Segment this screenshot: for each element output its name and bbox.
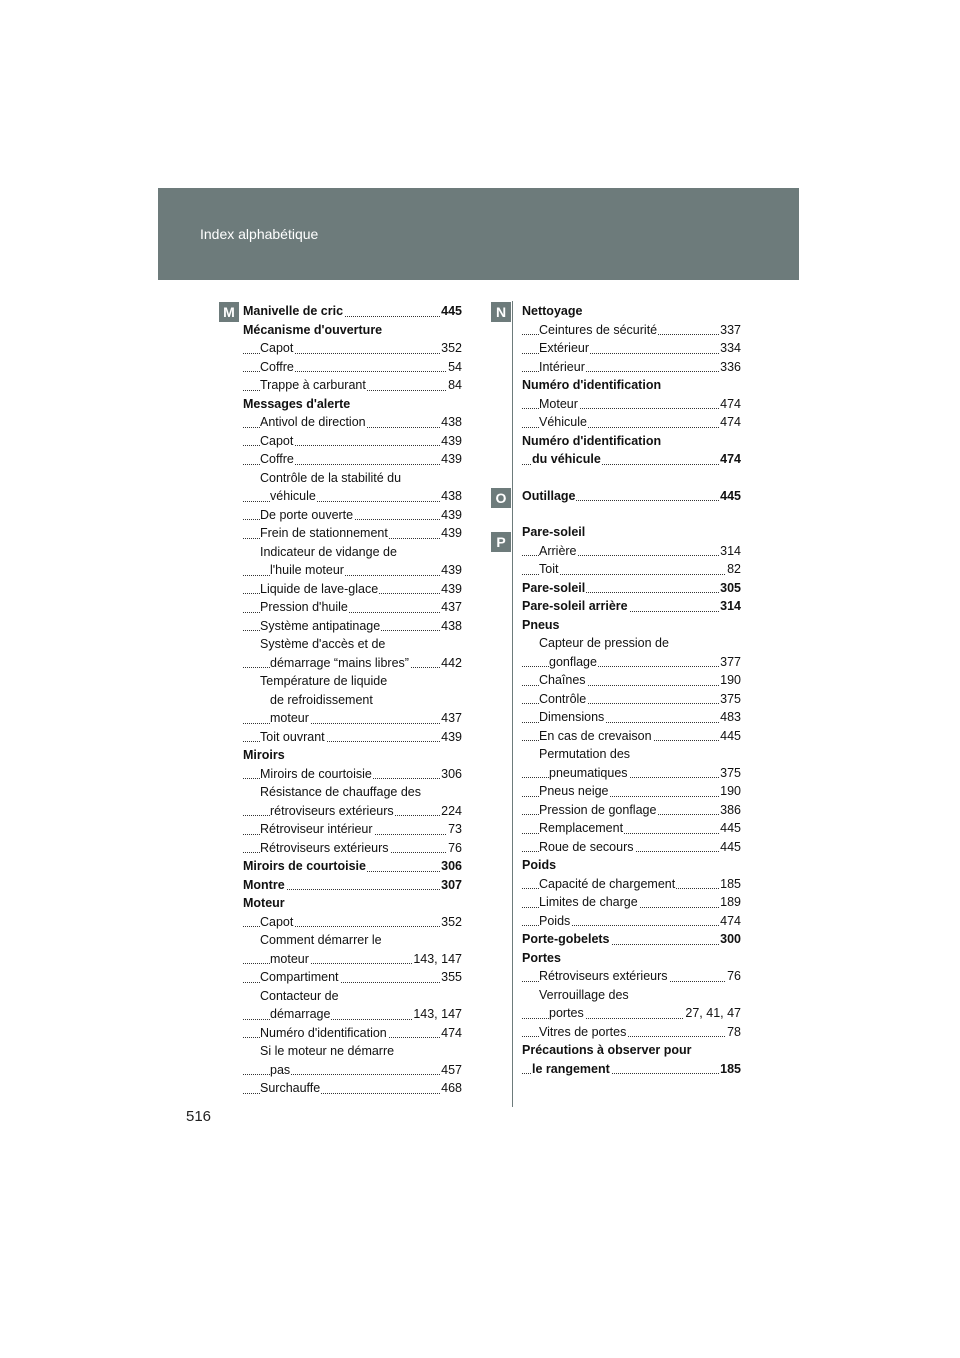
index-entry-page: 224 bbox=[440, 802, 462, 821]
index-entry bbox=[522, 856, 741, 875]
index-entry-page: 305 bbox=[719, 579, 741, 598]
index-entry-label: Système d'accès et de bbox=[260, 637, 386, 651]
index-entry bbox=[243, 358, 462, 377]
index-entry-label: Précautions à observer pour bbox=[522, 1043, 692, 1057]
index-entry-page: 445 bbox=[719, 487, 741, 506]
index-entry-page: 76 bbox=[447, 839, 462, 858]
index-entry bbox=[243, 1042, 462, 1061]
index-entry bbox=[243, 524, 462, 543]
index-entry-label: Pare-soleil bbox=[522, 580, 586, 595]
index-entry-page: 76 bbox=[726, 967, 741, 986]
index-entry-label: Pneus neige bbox=[539, 784, 609, 798]
index-entry bbox=[522, 875, 741, 894]
index-entry-label: Pneus bbox=[522, 617, 560, 632]
index-entry-label: Roue de secours bbox=[539, 839, 634, 854]
index-entry-page: 445 bbox=[719, 819, 741, 838]
index-entry-page: 439 bbox=[440, 432, 462, 451]
index-entry-label: démarrage “mains libres” bbox=[270, 655, 409, 670]
index-entry-label: Porte-gobelets bbox=[522, 932, 610, 946]
index-entry-page: 352 bbox=[440, 913, 462, 932]
index-entry bbox=[243, 598, 462, 617]
index-entry-label: En cas de crevaison bbox=[539, 728, 652, 743]
index-entry bbox=[522, 542, 741, 561]
index-entry bbox=[243, 543, 462, 562]
section-title: Index alphabétique bbox=[200, 226, 319, 242]
index-entry bbox=[243, 376, 462, 395]
index-entry-page: 82 bbox=[726, 560, 741, 579]
index-entry bbox=[243, 635, 462, 654]
index-entry-label: De porte ouverte bbox=[260, 507, 354, 522]
index-entry bbox=[522, 560, 741, 579]
index-entry-page: 306 bbox=[440, 765, 462, 784]
index-entry bbox=[243, 432, 462, 451]
index-entry bbox=[243, 1061, 462, 1080]
index-entry-page: 474 bbox=[719, 395, 741, 414]
index-entry-page: 337 bbox=[719, 321, 741, 340]
index-entry-label: Extérieur bbox=[539, 341, 590, 355]
index-entry-page: 189 bbox=[719, 893, 741, 912]
index-entry bbox=[522, 1041, 741, 1060]
index-entry-label: Résistance de chauffage des bbox=[260, 785, 421, 799]
index-entry-page: 78 bbox=[726, 1023, 741, 1042]
index-entry-page: 185 bbox=[719, 1060, 741, 1079]
index-entry-page: 439 bbox=[440, 728, 462, 747]
index-entry-label: Permutation des bbox=[539, 747, 631, 761]
index-entry-page: 377 bbox=[719, 653, 741, 672]
index-entry-page: 143, 147 bbox=[412, 1005, 462, 1024]
index-entry-page: 375 bbox=[719, 764, 741, 783]
index-entry bbox=[522, 1060, 741, 1079]
index-entry-label: Pression d'huile bbox=[260, 600, 348, 614]
index-entry-label: Pare-soleil arrière bbox=[522, 599, 628, 613]
index-column-left bbox=[243, 302, 462, 1098]
column-divider bbox=[512, 301, 513, 1107]
index-entry bbox=[522, 395, 741, 414]
index-entry-page: 457 bbox=[440, 1061, 462, 1080]
index-entry-label: Liquide de lave-glace bbox=[260, 581, 379, 596]
index-entry-label: Pression de gonflage bbox=[539, 802, 657, 817]
index-entry-label: Capteur de pression de bbox=[539, 636, 669, 650]
index-entry-page: 375 bbox=[719, 690, 741, 709]
index-entry-page: 439 bbox=[440, 450, 462, 469]
index-entry-label: Surchauffe bbox=[260, 1081, 321, 1095]
section-header-bar bbox=[158, 188, 799, 280]
index-entry bbox=[243, 1024, 462, 1043]
index-entry bbox=[243, 839, 462, 858]
index-entry-label: Si le moteur ne démarre bbox=[260, 1044, 395, 1058]
index-entry-page: 445 bbox=[440, 302, 462, 321]
index-entry-page: 445 bbox=[719, 727, 741, 746]
index-entry-label: rétroviseurs extérieurs bbox=[270, 803, 394, 818]
index-entry-label: l'huile moteur bbox=[270, 563, 344, 577]
index-entry-page: 468 bbox=[440, 1079, 462, 1098]
index-entry bbox=[243, 802, 462, 821]
index-entry-label: Dimensions bbox=[539, 710, 605, 724]
index-entry-label: Numéro d'identification bbox=[260, 1025, 387, 1040]
index-entry-page: 306 bbox=[440, 857, 462, 876]
index-entry bbox=[522, 764, 741, 783]
index-entry-label: Capacité de chargement bbox=[539, 876, 676, 891]
index-entry bbox=[243, 654, 462, 673]
index-entry-label: Capot bbox=[260, 433, 294, 448]
index-entry bbox=[522, 912, 741, 931]
letter-marker-o: O bbox=[491, 488, 511, 508]
index-entry-page: 386 bbox=[719, 801, 741, 820]
index-entry bbox=[243, 395, 462, 414]
index-entry bbox=[243, 931, 462, 950]
index-entry-page: 84 bbox=[447, 376, 462, 395]
index-entry-label: Moteur bbox=[539, 396, 578, 411]
index-entry bbox=[522, 653, 741, 672]
index-entry-label: Montre bbox=[243, 877, 285, 892]
index-entry bbox=[243, 820, 462, 839]
index-entry-label: Arrière bbox=[539, 543, 577, 558]
index-column-right bbox=[522, 302, 741, 1078]
index-entry-label: Moteur bbox=[243, 896, 285, 910]
index-entry-label: démarrage bbox=[270, 1007, 331, 1021]
index-entry-page: 314 bbox=[719, 597, 741, 616]
index-entry-label: Trappe à carburant bbox=[260, 378, 366, 392]
index-entry bbox=[243, 450, 462, 469]
index-entry bbox=[243, 617, 462, 636]
index-entry-label: Verrouillage des bbox=[539, 987, 629, 1002]
index-entry bbox=[522, 634, 741, 653]
index-entry bbox=[243, 894, 462, 913]
index-entry-page: 483 bbox=[719, 708, 741, 727]
index-entry bbox=[243, 487, 462, 506]
index-entry bbox=[243, 1005, 462, 1024]
index-entry-label: Outillage bbox=[522, 488, 576, 503]
index-entry-label: Frein de stationnement bbox=[260, 526, 388, 540]
index-entry-label: Manivelle de cric bbox=[243, 304, 344, 318]
index-entry-page: 185 bbox=[719, 875, 741, 894]
index-entry-label: Comment démarrer le bbox=[260, 933, 382, 947]
index-entry-label: pas bbox=[270, 1062, 291, 1077]
index-entry bbox=[243, 506, 462, 525]
index-entry bbox=[243, 1079, 462, 1098]
index-entry bbox=[522, 690, 741, 709]
index-entry bbox=[522, 949, 741, 968]
index-entry-page: 314 bbox=[719, 542, 741, 561]
index-entry-label: Toit bbox=[539, 562, 559, 576]
index-entry-label: Miroirs de courtoisie bbox=[260, 766, 372, 781]
letter-marker-p: P bbox=[491, 532, 511, 552]
index-entry-page: 352 bbox=[440, 339, 462, 358]
index-entry bbox=[522, 1023, 741, 1042]
index-entry bbox=[522, 838, 741, 857]
index-entry bbox=[243, 672, 462, 691]
index-entry-page: 438 bbox=[440, 487, 462, 506]
index-entry-page: 439 bbox=[440, 524, 462, 543]
index-entry bbox=[522, 671, 741, 690]
index-entry bbox=[522, 819, 741, 838]
index-entry bbox=[243, 913, 462, 932]
index-entry-label: Pare-soleil bbox=[522, 525, 586, 539]
index-entry-page: 143, 147 bbox=[412, 950, 462, 969]
index-entry-label: Système antipatinage bbox=[260, 618, 381, 633]
index-entry-page: 474 bbox=[719, 413, 741, 432]
index-entry bbox=[243, 987, 462, 1006]
index-entry bbox=[522, 450, 741, 469]
index-entry-label: Remplacement bbox=[539, 821, 624, 835]
index-entry-label: Capot bbox=[260, 341, 294, 355]
index-entry-label: Intérieur bbox=[539, 359, 585, 374]
index-entry-label: Miroirs bbox=[243, 748, 285, 762]
index-entry-label: moteur bbox=[270, 711, 309, 725]
index-entry-label: Miroirs de courtoisie bbox=[243, 859, 366, 873]
index-entry bbox=[522, 413, 741, 432]
index-entry-label: Poids bbox=[522, 858, 557, 872]
index-entry-page: 474 bbox=[719, 912, 741, 931]
index-entry-page: 355 bbox=[440, 968, 462, 987]
index-entry bbox=[243, 765, 462, 784]
index-entry-label: Nettoyage bbox=[522, 304, 583, 318]
index-entry-label: Rétroviseur intérieur bbox=[260, 822, 373, 836]
index-entry-label: Limites de charge bbox=[539, 895, 638, 909]
index-entry-label: Contacteur de bbox=[260, 988, 339, 1003]
index-entry-label: Vitres de portes bbox=[539, 1024, 627, 1039]
index-entry-page: 439 bbox=[440, 561, 462, 580]
index-entry-label: pneumatiques bbox=[549, 765, 628, 780]
index-entry-page: 474 bbox=[719, 450, 741, 469]
index-entry-page: 190 bbox=[719, 671, 741, 690]
index-entry-label: Messages d'alerte bbox=[243, 396, 351, 411]
index-entry bbox=[522, 321, 741, 340]
index-entry-page: 334 bbox=[719, 339, 741, 358]
index-entry bbox=[243, 302, 462, 321]
index-entry-page: 190 bbox=[719, 782, 741, 801]
index-entry bbox=[522, 727, 741, 746]
index-entry-page: 438 bbox=[440, 413, 462, 432]
index-entry bbox=[522, 986, 741, 1005]
index-entry bbox=[522, 1004, 741, 1023]
index-entry-label: Mécanisme d'ouverture bbox=[243, 322, 383, 337]
index-entry bbox=[243, 413, 462, 432]
index-entry-label: Contrôle bbox=[539, 691, 587, 706]
index-entry bbox=[522, 616, 741, 635]
index-entry bbox=[243, 580, 462, 599]
index-entry-label: Contrôle de la stabilité du bbox=[260, 470, 402, 485]
index-entry-page: 442 bbox=[440, 654, 462, 673]
index-entry-label: Rétroviseurs extérieurs bbox=[539, 969, 668, 983]
index-entry bbox=[522, 432, 741, 451]
index-entry bbox=[522, 339, 741, 358]
index-entry bbox=[522, 523, 741, 542]
index-entry bbox=[522, 967, 741, 986]
index-entry bbox=[522, 745, 741, 764]
index-entry bbox=[243, 561, 462, 580]
index-entry bbox=[522, 782, 741, 801]
index-entry-label: du véhicule bbox=[532, 452, 601, 466]
index-entry-label: Rétroviseurs extérieurs bbox=[260, 840, 389, 855]
index-entry bbox=[522, 376, 741, 395]
index-entry-label: Poids bbox=[539, 913, 571, 928]
index-entry bbox=[243, 968, 462, 987]
index-entry-label: Coffre bbox=[260, 452, 294, 466]
index-entry bbox=[243, 876, 462, 895]
page-number: 516 bbox=[186, 1108, 212, 1125]
index-entry-label: Coffre bbox=[260, 359, 294, 374]
index-entry-page: 54 bbox=[447, 358, 462, 377]
index-entry bbox=[522, 302, 741, 321]
index-entry-label: véhicule bbox=[270, 489, 316, 503]
index-entry bbox=[522, 893, 741, 912]
letter-marker-m: M bbox=[219, 302, 239, 322]
entry-gap bbox=[522, 469, 741, 487]
index-entry-page: 437 bbox=[440, 598, 462, 617]
entry-gap bbox=[522, 505, 741, 523]
index-entry-page: 445 bbox=[719, 838, 741, 857]
index-entry-page: 300 bbox=[719, 930, 741, 949]
index-entry bbox=[522, 487, 741, 506]
letter-marker-n: N bbox=[491, 302, 511, 322]
index-entry bbox=[522, 930, 741, 949]
index-entry bbox=[243, 321, 462, 340]
index-entry-label: Toit ouvrant bbox=[260, 729, 325, 744]
index-entry-page: 73 bbox=[447, 820, 462, 839]
index-entry-page: 438 bbox=[440, 617, 462, 636]
index-entry bbox=[243, 728, 462, 747]
index-entry bbox=[243, 783, 462, 802]
index-entry-label: moteur bbox=[270, 951, 309, 966]
index-entry-label: le rangement bbox=[532, 1061, 610, 1076]
index-entry bbox=[243, 746, 462, 765]
index-entry bbox=[522, 708, 741, 727]
index-entry-label: Chaînes bbox=[539, 673, 586, 687]
index-entry-page: 307 bbox=[440, 876, 462, 895]
index-entry-page: 439 bbox=[440, 580, 462, 599]
index-entry-label: gonflage bbox=[549, 654, 597, 669]
index-entry-label: Indicateur de vidange de bbox=[260, 544, 397, 559]
index-entry bbox=[522, 358, 741, 377]
index-entry-label: portes bbox=[549, 1006, 584, 1020]
index-entry-label: Température de liquide bbox=[260, 674, 388, 688]
index-entry-page: 439 bbox=[440, 506, 462, 525]
index-entry bbox=[243, 857, 462, 876]
index-entry bbox=[522, 801, 741, 820]
index-entry bbox=[243, 950, 462, 969]
index-entry-label: Portes bbox=[522, 950, 561, 965]
index-entry bbox=[243, 691, 462, 710]
index-entry-page: 27, 41, 47 bbox=[684, 1004, 741, 1023]
index-entry bbox=[522, 597, 741, 616]
index-entry bbox=[522, 579, 741, 598]
index-entry-label: Numéro d'identification bbox=[522, 378, 662, 392]
index-entry bbox=[243, 709, 462, 728]
index-entry-label: Ceintures de sécurité bbox=[539, 322, 658, 337]
index-entry-label: Véhicule bbox=[539, 415, 587, 429]
index-entry-page: 474 bbox=[440, 1024, 462, 1043]
index-entry-label: Compartiment bbox=[260, 970, 339, 984]
index-entry-label: de refroidissement bbox=[270, 692, 373, 707]
index-entry-label: Capot bbox=[260, 914, 294, 929]
index-entry-label: Numéro d'identification bbox=[522, 433, 662, 448]
index-entry bbox=[243, 469, 462, 488]
index-entry-page: 336 bbox=[719, 358, 741, 377]
index-entry-label: Antivol de direction bbox=[260, 415, 366, 429]
index-entry-page: 437 bbox=[440, 709, 462, 728]
index-entry bbox=[243, 339, 462, 358]
